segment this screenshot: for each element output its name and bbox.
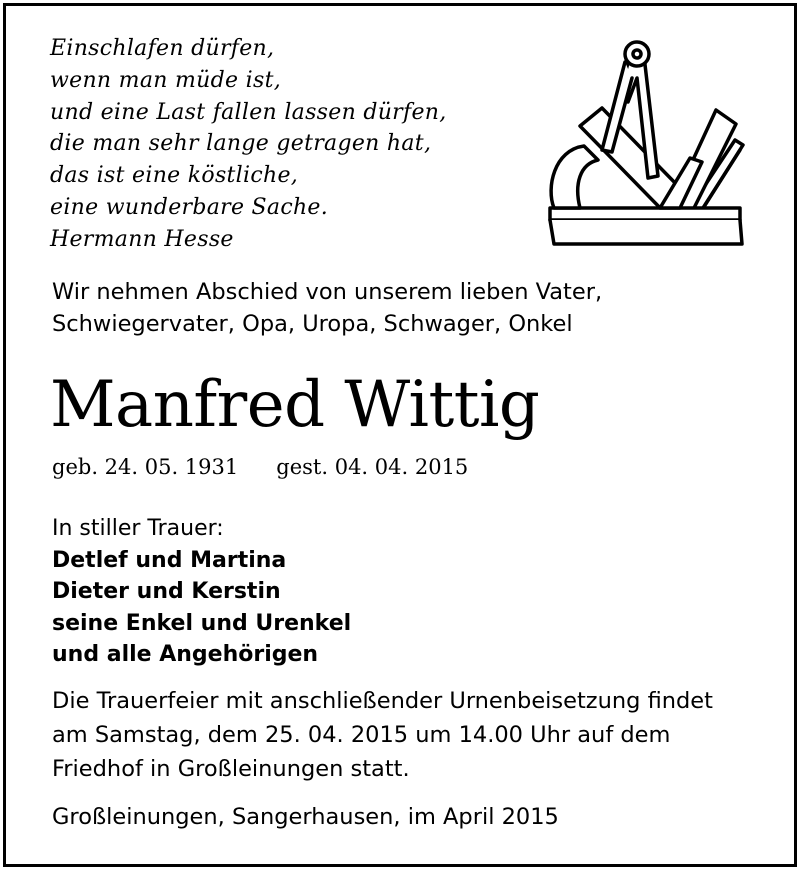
poem-line: und eine Last fallen lassen dürfen, xyxy=(50,99,447,125)
birth-date: geb. 24. 05. 1931 xyxy=(52,455,239,479)
poem-author: Hermann Hesse xyxy=(50,226,234,252)
mourners-block xyxy=(52,513,351,671)
intro-line: Schwiegervater, Opa, Uropa, Schwager, Onkel xyxy=(52,311,573,337)
ceremony-line: Die Trauerfeier mit anschließender Urnenbeisetzung findet xyxy=(52,688,713,714)
carpenter-tools-icon xyxy=(540,38,750,256)
poem-line: die man sehr lange getragen hat, xyxy=(50,131,432,157)
mourner-name: Detlef und Martina xyxy=(52,547,287,573)
deceased-name: Manfred Wittig xyxy=(50,368,540,442)
farewell-intro xyxy=(52,276,602,340)
life-dates xyxy=(52,451,468,483)
ceremony-line: Friedhof in Großleinungen statt. xyxy=(52,756,410,782)
poem-line: wenn man müde ist, xyxy=(50,67,282,93)
poem-line: eine wunderbare Sache. xyxy=(50,194,329,220)
poem-line: das ist eine köstliche, xyxy=(50,163,299,189)
mourning-heading: In stiller Trauer: xyxy=(52,516,224,541)
death-date: gest. 04. 04. 2015 xyxy=(276,455,469,479)
mourner-name: Dieter und Kerstin xyxy=(52,579,281,604)
mourner-name: seine Enkel und Urenkel xyxy=(52,610,352,636)
ceremony-line: am Samstag, dem 25. 04. 2015 um 14.00 Uhr auf dem xyxy=(52,722,671,748)
ceremony-info xyxy=(52,684,713,786)
intro-line: Wir nehmen Abschied von unserem lieben Vater, xyxy=(52,279,603,305)
mourner-name: und alle Angehörigen xyxy=(52,642,319,667)
poem-quote xyxy=(50,33,447,256)
place-and-date: Großleinungen, Sangerhausen, im April 2015 xyxy=(52,804,559,830)
poem-line: Einschlafen dürfen, xyxy=(50,36,275,61)
